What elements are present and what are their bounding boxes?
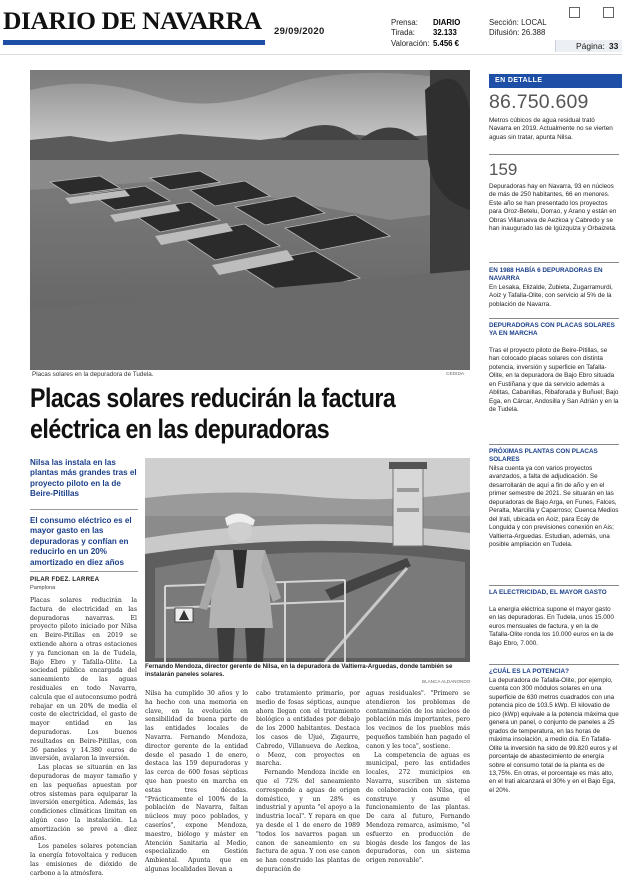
sidebar-heading-3: EN 1988 HABÍA 6 DEPURADORAS EN NAVARRA xyxy=(489,267,603,283)
sidebar-big-number: 86.750.609 xyxy=(489,91,589,113)
sidebar-text-5: Nilsa cuenta ya con varios proyectos avanzados, a falta de adjudicación. Se desarrollarán de aquí a fin de año y en el primer semestre de 2021. Se situarán en las depuradoras de Bajo Arga, en Funes, Falces, Peralta, Marcilla y Caparroso; Cuenca Medios del Irati, ubicada en Aoiz, para Ecay de Longuida y con previsiones conexión en Ais; Valtierra-Arguedas. Estudian, además, una posible ampliación en Tudela. xyxy=(489,465,619,549)
meta-label-valoracion: Valoración: xyxy=(391,38,430,48)
deck-2: El consumo eléctrico es el mayor gasto en las depuradoras y confían en reducirlo en un 20% amortizado en diez años xyxy=(30,516,132,567)
deck-rule xyxy=(30,509,138,510)
sidebar-rule xyxy=(489,444,619,445)
deck-1: Nilsa las instala en las plantas más grandes tras el proyecto piloto en la de Beire-Pitillas xyxy=(30,458,137,499)
sidebar-rule xyxy=(489,262,619,263)
body-column-4 xyxy=(366,690,470,866)
publication-date: 29/09/2020 xyxy=(274,26,325,37)
photo1-caption: Placas solares en la depuradora de Tudela. xyxy=(32,371,154,378)
byline-place: Pamplona xyxy=(30,585,56,591)
meta-labels xyxy=(391,18,429,49)
body-paragraph: La competencia de aguas es municipal, pero las entidades locales, 272 municipios en Navarra, suscriben un sistema de colaboración con Nilsa, que construye y asume el funcionamiento de las plantas. De cara al futuro, Fernando Mendoza remarca, asimismo, "el esfuerzo en producción de biogás desde los fangos de las depuradoras, con un sistema origen renovable". xyxy=(366,751,470,865)
body-column-1 xyxy=(30,597,137,879)
checkbox-square xyxy=(569,7,580,18)
body-column-3 xyxy=(256,690,360,875)
photo2-caption xyxy=(145,663,470,678)
body-paragraph: Nilsa ha cumplido 30 años y lo ha hecho con una memoria en clave, en la evolución en sensibilidad de buena parte de las entidades locales de Navarra. Fernando Mendoza, director gerente de la entidad desde el pasado 1 de enero, destaca las 159 depuradoras y las cerca de 600 fosas sépticas que han puesto en marcha en estas tres décadas. "Prácticamente el 100% de la población de Navarra, faltan núcleos muy poco poblados, y caseríos", expone Mendoza, maestro, biólogo y máster en Atención Sanitaria al Medio, especializado en Gestión Ambiental. Apunta que en algunas localidades llevan a xyxy=(145,690,248,873)
sidebar-heading-5: PRÓXIMAS PLANTAS CON PLACAS SOLARES xyxy=(489,448,598,464)
article-headline: Placas solares reducirán la factura eléctrica en las depuradoras xyxy=(30,383,396,444)
photo2-credit: BLANCA ALDANONDO xyxy=(422,679,471,684)
header-separator xyxy=(0,54,622,55)
sidebar-big-number-text: Metros cúbicos de agua residual trató Navarra en 2019. Actualmente no se vierten aguas sin tratar, apunta Nilsa. xyxy=(489,117,613,141)
sidebar-label: EN DETALLE xyxy=(489,74,622,88)
solar-panels-image xyxy=(30,70,470,370)
body-column-2 xyxy=(145,690,248,875)
byline: PILAR FDEZ. LARREA xyxy=(30,576,100,583)
difusion-line: Difusión: 26.388 xyxy=(489,28,546,38)
checkbox-square xyxy=(603,7,614,18)
sidebar-heading-6: LA ELECTRICIDAD, EL MAYOR GASTO xyxy=(489,589,607,596)
meta-label-tirada: Tirada: xyxy=(391,28,415,38)
sidebar-number-2: 159 xyxy=(489,160,518,179)
director-at-plant-image xyxy=(145,458,470,662)
director-photo xyxy=(145,458,470,662)
sidebar-text-6: La energía eléctrica supone el mayor gasto en las depuradoras. En Tudela, unos 15.000 euros mensuales de factura, y en la de Tafalla-Olite ronda los 10.000 euros en la de Bajo Ebro, 7.000. xyxy=(489,606,614,647)
page-number: 33 xyxy=(608,41,619,51)
body-paragraph: aguas residuales". "Primero se atendieron los problemas de contaminación de los núcleos de población más importantes, pero los vecinos de los pueblos más pequeños también han pagado el canon y les toca", sostiene. xyxy=(366,690,470,750)
meta-label-prensa: Prensa: xyxy=(391,18,418,27)
sidebar-text-4: Tras el proyecto piloto de Beire-Pitillas, se han colocado placas solares con distinta potencia, inversión y superficie en Tafalla-Olite, en la depuradora de Bajo Ebro situada en Fustiñana y que da servicio además a Ablitas, Cabanillas, Ribaforada y Buñuel; Bajo Ega, en Cárcar, Andosilla y San Adrián y en la de Tudela. xyxy=(489,347,619,414)
sidebar-heading-4: DEPURADORAS CON PLACAS SOLARES YA EN MARCHA xyxy=(489,322,615,338)
masthead-rule xyxy=(3,40,265,45)
body-paragraph: Placas solares reducirán la factura de electricidad en las depuradoras navarras. El proyecto piloto iniciado por Nilsa en Beire-Pitillas en 2019 se extiende ahora a otras estaciones y ya funcionan en la de Tudela, Bajo Ebro y Tafalla-Olite. La sociedad pública encargada del saneamiento de las aguas residuales en todo Navarra, calcula que el autoconsumo podrá rebajar en un 20% de media el coste de electricidad, el gasto de mayor entidad en las depuradoras. Los buenos resultados en Beire-Pitillas, con 36 paneles y 14.380 euros de inversión, avalaron la inversión. xyxy=(30,597,137,763)
page-number-tab xyxy=(555,40,622,52)
body-paragraph: Las placas se situarán en las depuradoras de mayor tamaño y en las pequeñas apuestan por otros sistemas para equiparar la inversión energética. Además, las condiciones climáticas limitan en algún caso la instalación. La amortización se prevé a diez años. xyxy=(30,764,137,842)
section-line: Sección: LOCAL xyxy=(489,18,547,27)
sidebar-rule xyxy=(489,154,619,155)
sidebar-rule xyxy=(489,318,619,319)
body-paragraph: cabo tratamiento primario, por medio de fosas sépticas, aunque ahora llegan con el tratamiento biológico a entidades por debajo de los 2000 habitantes. Destaca los casos de Ujué, Zigaurre, Cabredo, Villanueva de Aezkoa, o Meoz, con proyectos en marcha. xyxy=(256,690,360,768)
sidebar-heading-7: ¿CUÁL ES LA POTENCIA? xyxy=(489,668,570,675)
sidebar-number-2-text: Depuradoras hay en Navarra, 93 en núcleos de más de 250 habitantes, 66 en menores. Este año se han presentado los proyectos para Oroz-Betelu, Dorrao, y Arano y están en Obras Villanueva de Aezkoa y Cabredo y se han inaugurado las de Igúzquiza y Orbaizeta. xyxy=(489,183,617,233)
deck-rule xyxy=(30,571,138,572)
meta-value-valoracion: 5.456 € xyxy=(433,38,460,48)
photo2-caption-text: Fernando Mendoza, director gerente de Nilsa, en la depuradora de Valtierra-Arguedas, donde también se instalarán paneles solares. xyxy=(145,663,453,678)
meta-value-tirada: 32.133 xyxy=(433,28,457,38)
solar-panels-photo xyxy=(30,70,470,370)
masthead: DIARIO DE NAVARRA xyxy=(3,6,262,35)
meta-section xyxy=(489,18,547,39)
sidebar-text-3: En Lesaka, Elizalde, Zubieta, Zugarramurdi, Aoiz y Tafalla-Olite, con servicio al 5% de la población de Navarra. xyxy=(489,284,613,308)
meta-value-prensa: DIARIO xyxy=(433,18,461,27)
meta-values xyxy=(433,18,460,49)
page-label: Página: xyxy=(576,41,605,51)
photo1-credit: CEDIDA xyxy=(446,372,465,377)
body-paragraph: Fernando Mendoza incide en que el 72% del saneamiento corresponde a aguas de origen doméstico, y un 28% es industrial y apunta "el apoyo a la industria local". Y repara en que ya desde el 1 de enero de 1989 "todos los navarros pagan un canon de saneamiento en su factura de agua. Y con ese canon se han construido las plantas de depuración de xyxy=(256,769,360,873)
sidebar-rule xyxy=(489,585,619,586)
sidebar-text-7: La depuradora de Tafalla-Olite, por ejemplo, cuenta con 300 módulos solares en una superficie de 630 metros cuadrados con una potencia pico de 103.5 kWp. El kilovatio de pico (kWp) equivale a la potencia máxima que genera un panel, o conjunto de paneles a 25 grados de temperatura, en las horas de máxima insolación, a medio día. En Tafalla-Olite la inversión ha sido de 99.820 euros y el porcentaje de abastecimiento de energía sobre el consumo total de la planta es de 13,75%. En otras, el porcentaje es más alto, en el Irati alcanzará el 30% y en el Bajo Ega, el 20%. xyxy=(489,677,619,794)
sidebar-rule xyxy=(489,664,619,665)
body-paragraph: Los paneles solares potencian la energía fotovoltaica y reducen las emisiones de dióxido de carbono a la atmósfera. xyxy=(30,843,137,877)
